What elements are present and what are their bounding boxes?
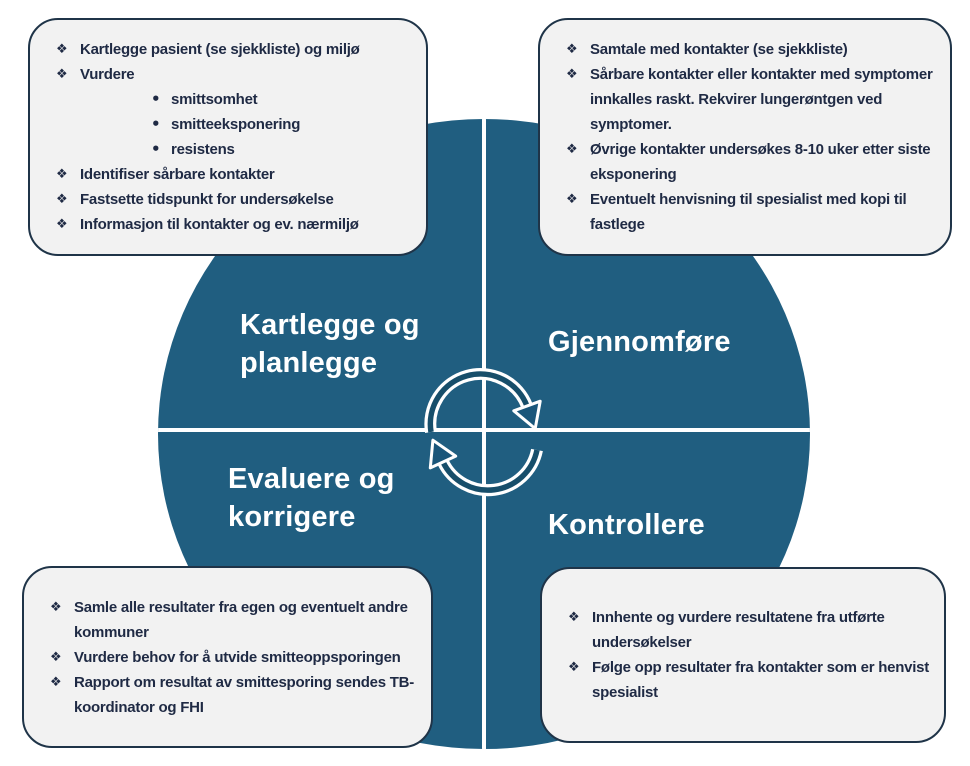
checklist-item-text: Rapport om resultat av smittesporing sendes TB-koordinator og FHI	[74, 673, 414, 716]
checklist-item-text: Sårbare kontakter eller kontakter med symptomer innkalles raskt. Rekvirer lungerøntgen ved symptomer.	[590, 66, 933, 133]
checklist-item	[56, 162, 418, 187]
checklist-item	[56, 37, 418, 62]
quadrant-label-kontrollere: Kontrollere	[548, 509, 705, 541]
checklist-item	[566, 137, 942, 187]
callout-gjennomfore	[538, 18, 952, 256]
diamond-bullet-icon: ❖	[566, 42, 578, 57]
checklist-item-text: Samle alle resultater fra egen og eventuelt andre kommuner	[74, 598, 408, 641]
diamond-bullet-icon: ❖	[568, 610, 580, 625]
diamond-bullet-icon: ❖	[56, 167, 68, 182]
checklist	[56, 37, 418, 237]
checklist	[568, 605, 936, 705]
checklist-item-text: Øvrige kontakter undersøkes 8-10 uker etter siste eksponering	[590, 141, 931, 183]
callout-kartlegge-planlegge	[28, 18, 428, 256]
checklist-item	[566, 62, 942, 137]
checklist-item	[50, 670, 423, 720]
diamond-bullet-icon: ❖	[568, 660, 580, 675]
checklist-item	[568, 605, 936, 655]
checklist-item	[56, 62, 418, 87]
checklist-item-text: Kartlegge pasient (se sjekkliste) og miljø	[80, 41, 360, 58]
checklist-subitem	[151, 137, 418, 162]
dot-bullet-icon: •	[151, 115, 161, 133]
checklist-item	[566, 37, 942, 62]
dot-bullet-icon: •	[151, 90, 161, 108]
checklist-item	[50, 595, 423, 645]
checklist-item-text: Vurdere	[80, 66, 135, 83]
checklist-item-text: Fastsette tidspunkt for undersøkelse	[80, 191, 334, 208]
diamond-bullet-icon: ❖	[56, 42, 68, 57]
checklist-item-text: Følge opp resultater fra kontakter som er henvist spesialist	[592, 659, 930, 701]
checklist	[566, 37, 942, 237]
checklist-subitem-text: resistens	[171, 141, 235, 158]
dot-bullet-icon: •	[151, 140, 161, 158]
checklist-item-text: Informasjon til kontakter og ev. nærmiljø	[80, 216, 359, 233]
diamond-bullet-icon: ❖	[50, 674, 62, 690]
diamond-bullet-icon: ❖	[566, 67, 578, 82]
quadrant-label-kartlegge-planlegge: Kartlegge og planlegge	[240, 309, 420, 379]
diamond-bullet-icon: ❖	[56, 217, 68, 232]
checklist-item-text: Eventuelt henvisning til spesialist med kopi til fastlege	[590, 191, 907, 233]
diamond-bullet-icon: ❖	[50, 599, 62, 615]
diamond-bullet-icon: ❖	[56, 67, 68, 82]
checklist-item	[56, 212, 418, 237]
quadrant-divider-vertical	[482, 119, 486, 749]
checklist-item	[568, 655, 936, 705]
checklist-item	[56, 187, 418, 212]
checklist	[50, 595, 423, 720]
diamond-bullet-icon: ❖	[566, 142, 578, 157]
diamond-bullet-icon: ❖	[50, 649, 62, 665]
checklist-item	[50, 645, 423, 670]
diamond-bullet-icon: ❖	[56, 192, 68, 207]
diamond-bullet-icon: ❖	[566, 192, 578, 207]
callout-evaluere-korrigere	[22, 566, 433, 748]
checklist-subitem-text: smitteeksponering	[171, 116, 301, 133]
quadrant-label-gjennomfore: Gjennomføre	[548, 326, 731, 358]
checklist-item-text: Samtale med kontakter (se sjekkliste)	[590, 41, 848, 58]
checklist-item	[566, 187, 942, 237]
checklist-subitem-text: smittsomhet	[171, 91, 258, 108]
quadrant-label-evaluere-korrigere: Evaluere og korrigere	[228, 463, 395, 533]
checklist-subitem	[151, 87, 418, 112]
callout-kontrollere	[540, 567, 946, 743]
checklist-item-text: Innhente og vurdere resultatene fra utførte undersøkelser	[592, 609, 885, 651]
checklist-subitem	[151, 112, 418, 137]
checklist-item-text: Identifiser sårbare kontakter	[80, 166, 275, 183]
checklist-item-text: Vurdere behov for å utvide smitteoppsporingen	[74, 648, 401, 666]
